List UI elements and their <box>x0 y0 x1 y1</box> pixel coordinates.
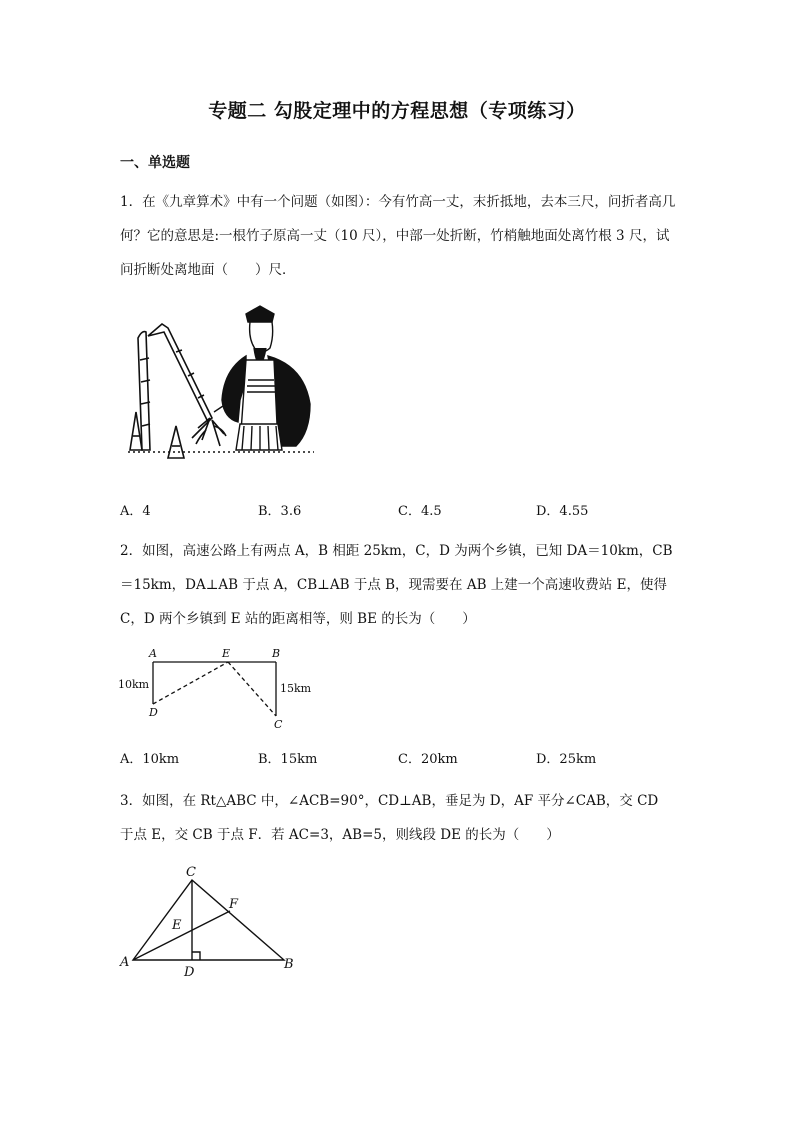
point-a-label: A <box>120 955 130 970</box>
point-b-label: B <box>284 957 294 972</box>
section-heading: 一、单选题 <box>120 155 190 171</box>
point-e-label: E <box>222 647 231 660</box>
point-d-label: D <box>149 706 158 719</box>
point-c-label: C <box>274 718 283 730</box>
point-e-label: E <box>172 918 182 933</box>
question-2-text: 2．如图，高速公路上有两点 A，B 相距 25km，C，D 为两个乡镇，已知 DA＝10km，CB＝15km，DA⊥AB 于点 A，CB⊥AB 于点 B，现需要在 AB 上建一个高速收费站 E，使得 C，D 两个乡镇到 E 站的距离相等，则 BE 的长为（ ） <box>120 543 673 627</box>
point-c-label: C <box>186 865 196 880</box>
option-d[interactable]: D．4.55 <box>536 504 589 519</box>
option-b[interactable]: B．3.6 <box>258 504 302 519</box>
page-title: 专题二 勾股定理中的方程思想（专项练习） <box>208 100 586 122</box>
option-c[interactable]: C．20km <box>398 752 458 767</box>
question-1-text: 1．在《九章算术》中有一个问题（如图）：今有竹高一丈，末折抵地，去本三尺，问折者高几何？它的意思是:一根竹子原高一丈（10 尺），中部一处折断，竹梢触地面处离竹根 3 尺，试问折断处离地面（ ）尺． <box>120 194 676 278</box>
highway-diagram <box>116 644 326 730</box>
point-a-label: A <box>149 647 157 660</box>
da-length-label: 10km <box>118 678 150 691</box>
triangle-diagram <box>116 862 302 980</box>
question-3-text: 3．如图，在 Rt△ABC 中，∠ACB=90°，CD⊥AB，垂足为 D，AF 平分∠CAB，交 CD 于点 E，交 CB 于点 F．若 AC=3，AB=5，则线段 DE 的长为（ ） <box>120 793 659 843</box>
option-a[interactable]: A．4 <box>120 504 151 519</box>
option-b[interactable]: B．15km <box>258 752 318 767</box>
point-b-label: B <box>272 647 281 660</box>
cb-length-label: 15km <box>280 682 312 695</box>
bamboo-scholar-illustration <box>128 300 316 465</box>
point-d-label: D <box>184 965 195 980</box>
option-d[interactable]: D．25km <box>536 752 597 767</box>
option-c[interactable]: C．4.5 <box>398 504 442 519</box>
point-f-label: F <box>229 897 239 912</box>
option-a[interactable]: A．10km <box>120 752 180 767</box>
